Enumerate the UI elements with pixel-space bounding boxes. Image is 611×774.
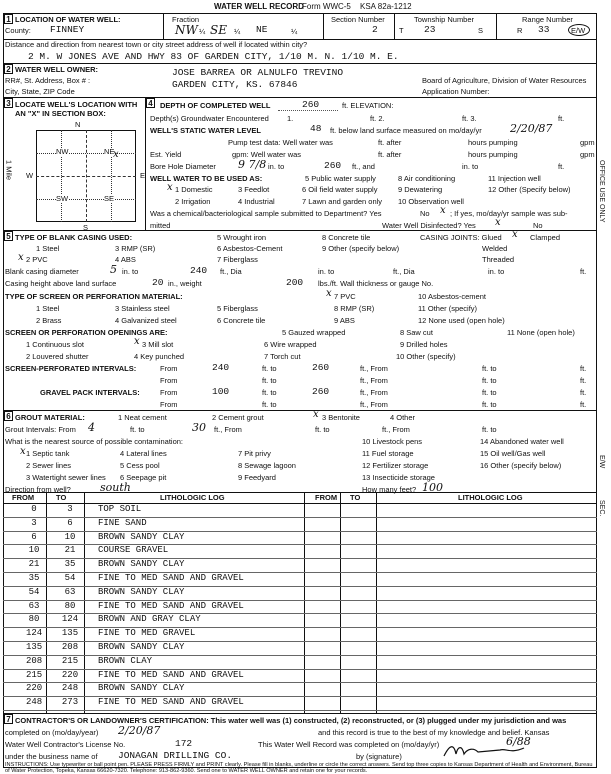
log-from: 215 — [26, 669, 43, 680]
log-to: 10 — [64, 531, 76, 542]
log-description: BROWN CLAY — [98, 655, 153, 666]
log-description: FINE TO MED SAND AND GRAVEL — [98, 600, 244, 611]
distance-label: Distance and direction from nearest town or city street address of well if located within city? — [5, 40, 308, 49]
log-from: 135 — [26, 642, 43, 652]
log-description: FINE TO MED SAND AND GRAVEL — [98, 669, 244, 680]
gravel-pack-label: GRAVEL PACK INTERVALS: — [40, 388, 140, 397]
disinfected-check: x — [495, 217, 501, 228]
township-number: 23 — [424, 24, 436, 35]
log-description: BROWN AND GRAY CLAY — [98, 614, 201, 625]
perforated-intervals-label: SCREEN-PERFORATED INTERVALS: — [5, 364, 137, 373]
mill-slot-check: x — [134, 336, 140, 347]
static-level-label: WELL'S STATIC WATER LEVEL — [150, 126, 261, 135]
log-to: 35 — [64, 559, 76, 570]
pvc-check: x — [18, 252, 24, 263]
log-description: BROWN SANDY CLAY — [98, 642, 185, 652]
use-label: WELL WATER TO BE USED AS: — [150, 174, 263, 183]
log-from: 10 — [28, 545, 40, 556]
margin-sec: SEC. — [598, 500, 605, 517]
county-value: FINNEY — [50, 24, 85, 35]
screen-material-label: TYPE OF SCREEN OR PERFORATION MATERIAL: — [5, 292, 183, 301]
casing-diameter: 5 — [110, 263, 117, 276]
log-description: BROWN SANDY CLAY — [98, 531, 185, 542]
license-number: 172 — [175, 738, 193, 749]
log-from: 6 — [31, 531, 37, 542]
log-from: 21 — [28, 559, 40, 570]
log-to: 215 — [61, 655, 79, 666]
septic-check: x — [20, 446, 26, 457]
application-label: Application Number: — [422, 87, 490, 96]
office-use-label: OFFICE USE ONLY — [598, 160, 605, 223]
table-row — [6, 517, 306, 528]
direction-value: south — [100, 481, 131, 494]
bore-depth: 260 — [324, 160, 342, 171]
owner-name: JOSE BARREA OR ALNULFO TREVINO — [172, 67, 344, 78]
howmany-value: 100 — [422, 481, 443, 494]
log-description: COURSE GRAVEL — [98, 545, 169, 556]
log-from: 124 — [26, 628, 43, 639]
log-description: TOP SOIL — [98, 504, 142, 514]
mile-scale: 1 Mile — [4, 160, 14, 181]
log-from: 63 — [28, 600, 40, 611]
contractor-signature — [440, 742, 530, 760]
log-description: BROWN SANDY CLAY — [98, 683, 185, 694]
table-row — [6, 544, 306, 555]
log-from: 54 — [28, 586, 40, 597]
table-row — [6, 586, 306, 597]
section-5-number: 5 — [4, 231, 13, 241]
section-7-number: 7 — [4, 714, 13, 724]
section-1-number: 1 — [4, 14, 13, 24]
static-level-value: 48 — [310, 123, 322, 134]
casing-to-depth: 240 — [190, 265, 208, 276]
county-label: County: — [5, 26, 31, 35]
log-description: FINE TO MED GRAVEL — [98, 628, 196, 639]
domestic-check: x — [167, 182, 173, 193]
table-row — [6, 627, 306, 638]
section-number-label: Section Number — [331, 15, 385, 24]
distance-value: 2 M. W JONES AVE AND HWY 83 OF GARDEN CITY, 1/10 M. N. 1/10 M. E. — [28, 51, 399, 62]
table-row — [6, 531, 306, 542]
grout-label: GROUT MATERIAL: — [15, 413, 85, 422]
log-to: 208 — [61, 642, 79, 652]
log-description: BROWN SANDY CLAY — [98, 586, 185, 597]
log-to: 21 — [64, 545, 76, 556]
margin-ew: E/W — [598, 455, 605, 469]
gravel-from: 100 — [212, 386, 230, 397]
log-from: 80 — [28, 614, 40, 625]
perf-to: 260 — [312, 362, 330, 373]
location-mark: x — [113, 149, 119, 160]
address-label: RR#, St. Address, Box # : — [5, 76, 91, 85]
bore-diameter: 9 7/8 — [238, 158, 267, 171]
table-row — [6, 572, 306, 583]
table-row — [6, 613, 306, 624]
section-2-number: 2 — [4, 64, 13, 74]
section-6-number: 6 — [4, 411, 13, 421]
table-row — [6, 600, 306, 611]
table-row — [6, 503, 306, 514]
log-description: FINE SAND — [98, 517, 147, 528]
grout-to: 30 — [192, 421, 206, 434]
section-number: 2 — [372, 24, 378, 35]
perf-from: 240 — [212, 362, 230, 373]
owner-label: WATER WELL OWNER: — [15, 65, 99, 74]
locate-label: LOCATE WELL'S LOCATION WITH AN "X" IN SECTION BOX: — [15, 100, 138, 118]
log-description: FINE TO MED SAND AND GRAVEL — [98, 697, 244, 708]
log-from: 220 — [26, 683, 43, 694]
static-date: 2/20/87 — [510, 122, 553, 135]
depth-label: DEPTH OF COMPLETED WELL — [160, 101, 271, 110]
casing-label: TYPE OF BLANK CASING USED: — [15, 233, 133, 242]
table-row — [6, 669, 306, 680]
log-from: 208 — [26, 655, 43, 666]
township-label: Township Number — [414, 15, 475, 24]
form-number: Form WWC-5 — [302, 2, 351, 11]
table-row — [6, 696, 306, 707]
ksa-number: KSA 82a-1212 — [360, 2, 412, 11]
location-label: LOCATION OF WATER WELL: — [15, 15, 121, 24]
city-label: City, State, ZIP Code — [5, 87, 75, 96]
casing-weight: 200 — [286, 277, 304, 288]
log-to: 248 — [61, 683, 79, 694]
log-from: 0 — [31, 504, 37, 514]
form-title: WATER WELL RECORD — [214, 2, 304, 11]
log-to: 6 — [67, 517, 73, 528]
log-from: 35 — [28, 573, 40, 583]
completed-date: 2/20/87 — [118, 724, 161, 737]
range-label: Range Number — [522, 15, 573, 24]
depth-value: 260 — [302, 99, 320, 110]
section-3-number: 3 — [4, 98, 13, 108]
log-to: 273 — [61, 697, 79, 708]
owner-city: GARDEN CITY, KS. 67846 — [172, 79, 298, 90]
section-4-number: 4 — [146, 98, 155, 108]
fraction-q1: NW — [175, 23, 198, 37]
certification-text: CONTRACTOR'S OR LANDOWNER'S CERTIFICATION: This water well was (1) constructed, (2) reconstructed, or (3) plugged under my jurisdiction and was — [15, 716, 567, 725]
fraction-q3: NE — [256, 24, 268, 35]
log-to: 3 — [67, 504, 73, 514]
casing-height: 20 — [152, 277, 164, 288]
log-from: 248 — [26, 697, 43, 708]
fraction-label: Fraction — [172, 15, 200, 24]
table-row — [6, 655, 306, 666]
gravel-to: 260 — [312, 386, 330, 397]
instructions-text: INSTRUCTIONS: Use typewriter or ball point pen. PLEASE PRESS FIRMLY and PRINT clearly. Please fill in blanks, underline or circle the correct answers. Send top three copies to Kansas Department of Health and Environment, Bureau of Water Protection, Topeka, Kansas 66620-7320. Telephone: 913-862-9360. Send one to WATER WELL OWNER and retain one for your records. — [5, 762, 593, 774]
range-direction: E/W — [571, 26, 586, 35]
table-row — [6, 682, 306, 693]
grout-from: 4 — [88, 421, 95, 434]
openings-label: SCREEN OR PERFORATION OPENINGS ARE: — [5, 328, 168, 337]
log-from: 3 — [31, 517, 37, 528]
log-to: 124 — [61, 614, 79, 625]
bentonite-check: x — [313, 409, 319, 420]
log-description: BROWN SANDY CLAY — [98, 559, 185, 570]
table-row — [6, 558, 306, 569]
log-to: 80 — [64, 600, 76, 611]
log-to: 54 — [64, 573, 76, 583]
range-number: 33 — [538, 24, 550, 35]
business-name: JONAGAN DRILLING CO. — [118, 750, 233, 761]
fraction-q2: SE — [210, 23, 227, 37]
log-to: 63 — [64, 586, 76, 597]
record-date: 6/88 — [506, 735, 531, 748]
log-to: 135 — [61, 628, 79, 639]
board-label: Board of Agriculture, Division of Water Resources — [422, 76, 587, 85]
table-row — [6, 641, 306, 652]
log-to: 220 — [61, 669, 79, 680]
log-description: FINE TO MED SAND AND GRAVEL — [98, 573, 244, 583]
